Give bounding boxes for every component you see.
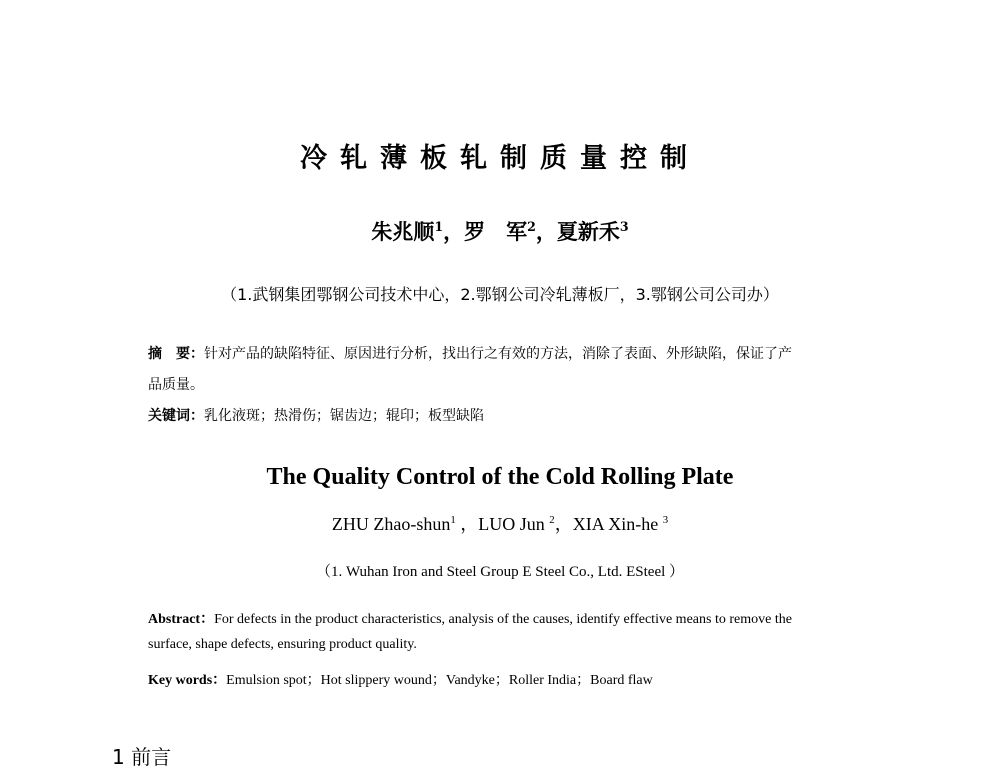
- keywords-label: 关键词：: [148, 408, 204, 424]
- author-name: ZHU Zhao-shun: [331, 514, 451, 534]
- chinese-affiliation: （1.武钢集团鄂钢公司技术中心，2.鄂钢公司冷轧薄板厂，3.鄂钢公司公司办）: [221, 285, 779, 304]
- abstract-label: 摘 要：: [148, 346, 204, 362]
- abstract-text: 针对产品的缺陷特征、原因进行分析，找出行之有效的方法，消除了表面、外形缺陷，保证了产: [204, 346, 792, 362]
- separator: ，: [443, 219, 465, 244]
- author-name: ，LUO Jun: [460, 514, 545, 534]
- affiliation-mark: 2: [527, 219, 536, 234]
- chinese-authors: [0, 216, 1000, 246]
- chinese-abstract-line: 品质量。: [148, 377, 204, 393]
- separator: ，: [535, 219, 557, 244]
- abstract-label: Abstract：: [148, 612, 215, 627]
- keywords-label: Key words：: [148, 673, 227, 688]
- english-affiliation: （1. Wuhan Iron and Steel Group E Steel Co., Ltd. ESteel ）: [315, 564, 685, 580]
- author-name: ，XIA Xin-he: [554, 514, 659, 534]
- affiliation-mark: 2: [549, 514, 555, 526]
- keywords-text: Emulsion spot；Hot slippery wound；Vandyke；Roller India；Board flaw: [226, 673, 653, 688]
- english-title: The Quality Control of the Cold Rolling Plate: [266, 464, 734, 490]
- affiliation-mark: 1: [434, 219, 444, 234]
- author-name: 朱兆顺: [371, 219, 435, 244]
- english-abstract-line: [148, 608, 792, 628]
- author-name: 罗 军: [464, 219, 528, 244]
- english-authors: [0, 510, 1000, 536]
- english-abstract-line: surface, shape defects, ensuring product quality.: [148, 637, 417, 652]
- abstract-text: For defects in the product characteristics, analysis of the causes, identify effective means to remove the: [214, 612, 792, 627]
- keywords-text: 乳化液斑；热滑伤；锯齿边；辊印；板型缺陷: [204, 408, 484, 424]
- chinese-title: 冷轧薄板轧制质量控制: [300, 143, 700, 174]
- affiliation-mark: 3: [619, 219, 629, 234]
- author-name: 夏新禾: [556, 219, 620, 244]
- section-heading: 1 前言: [112, 745, 172, 769]
- chinese-abstract-line: [148, 343, 792, 363]
- chinese-keywords: [148, 405, 484, 425]
- affiliation-mark: 3: [662, 514, 669, 526]
- english-keywords: [148, 669, 653, 689]
- affiliation-mark: 1: [450, 514, 456, 526]
